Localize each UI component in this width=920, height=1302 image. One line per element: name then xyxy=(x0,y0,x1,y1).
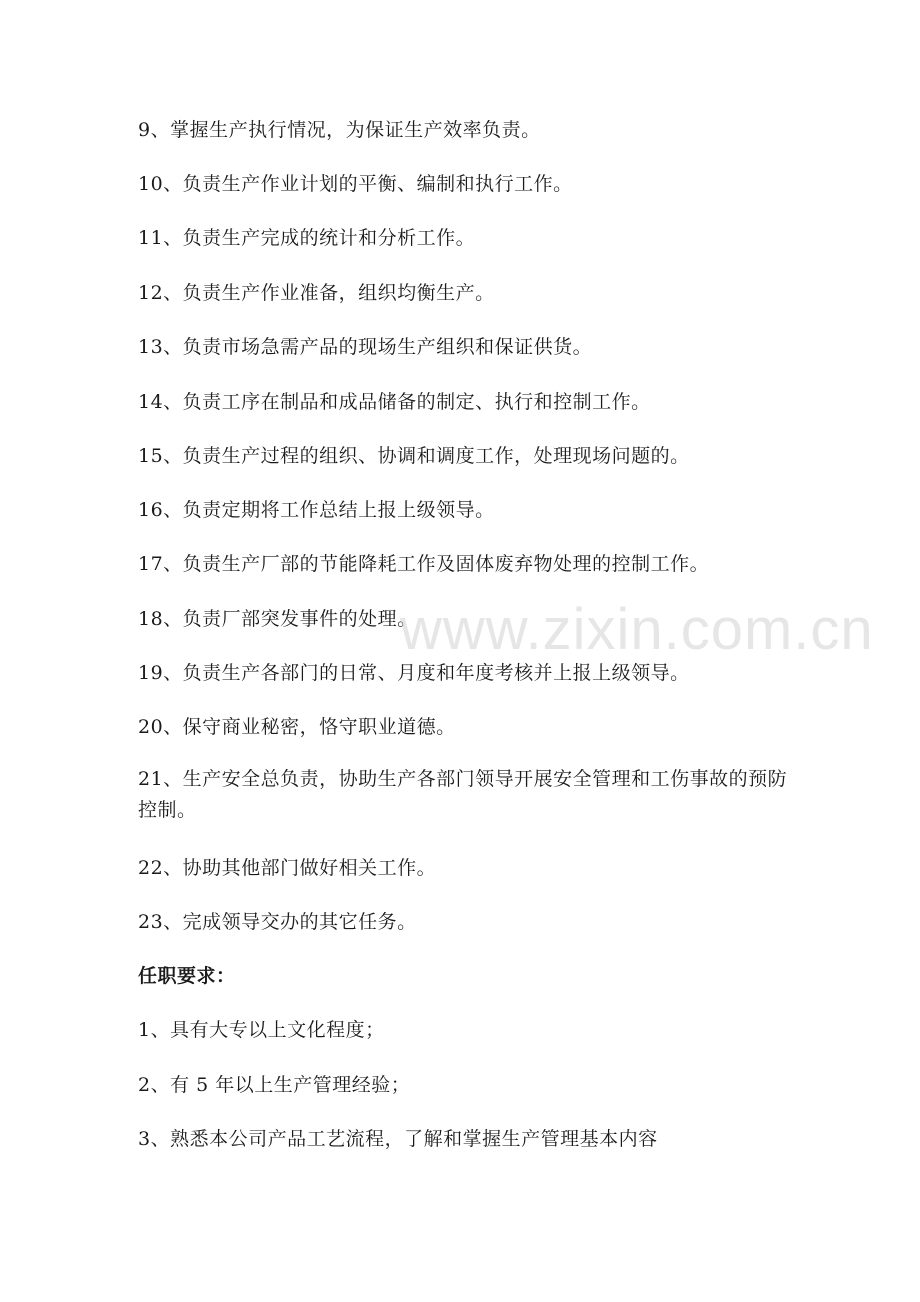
duty-item-11: 11、负责生产完成的统计和分析工作。 xyxy=(138,227,476,249)
duty-item-18: 18、负责厂部突发事件的处理。 xyxy=(138,608,417,630)
duty-item-16: 16、负责定期将工作总结上报上级领导。 xyxy=(138,499,495,521)
duty-item-23: 23、完成领导交办的其它任务。 xyxy=(138,911,417,933)
duty-item-15: 15、负责生产过程的组织、协调和调度工作，处理现场问题的。 xyxy=(138,445,690,467)
requirements-heading: 任职要求： xyxy=(138,965,236,987)
requirement-item-2: 2、有 5 年以上生产管理经验； xyxy=(138,1074,411,1096)
requirement-item-3: 3、熟悉本公司产品工艺流程，了解和掌握生产管理基本内容 xyxy=(138,1128,658,1150)
duty-item-9: 9、掌握生产执行情况，为保证生产效率负责。 xyxy=(138,119,541,141)
duty-item-12: 12、负责生产作业准备，组织均衡生产。 xyxy=(138,282,495,304)
requirement-item-1: 1、具有大专以上文化程度； xyxy=(138,1019,385,1041)
duty-item-22: 22、协助其他部门做好相关工作。 xyxy=(138,857,437,879)
duty-item-20: 20、保守商业秘密，恪守职业道德。 xyxy=(138,716,456,738)
duty-item-19: 19、负责生产各部门的日常、月度和年度考核并上报上级领导。 xyxy=(138,662,690,684)
duty-item-14: 14、负责工序在制品和成品储备的制定、执行和控制工作。 xyxy=(138,391,651,413)
duty-item-17: 17、负责生产厂部的节能降耗工作及固体废弃物处理的控制工作。 xyxy=(138,553,710,575)
duty-item-21: 21、生产安全总负责，协助生产各部门领导开展安全管理和工伤事故的预防控制。 xyxy=(138,768,788,821)
duty-item-10: 10、负责生产作业计划的平衡、编制和执行工作。 xyxy=(138,173,573,195)
site-watermark: www.zixin.com.cn xyxy=(400,597,874,662)
duty-item-13: 13、负责市场急需产品的现场生产组织和保证供货。 xyxy=(138,336,593,358)
